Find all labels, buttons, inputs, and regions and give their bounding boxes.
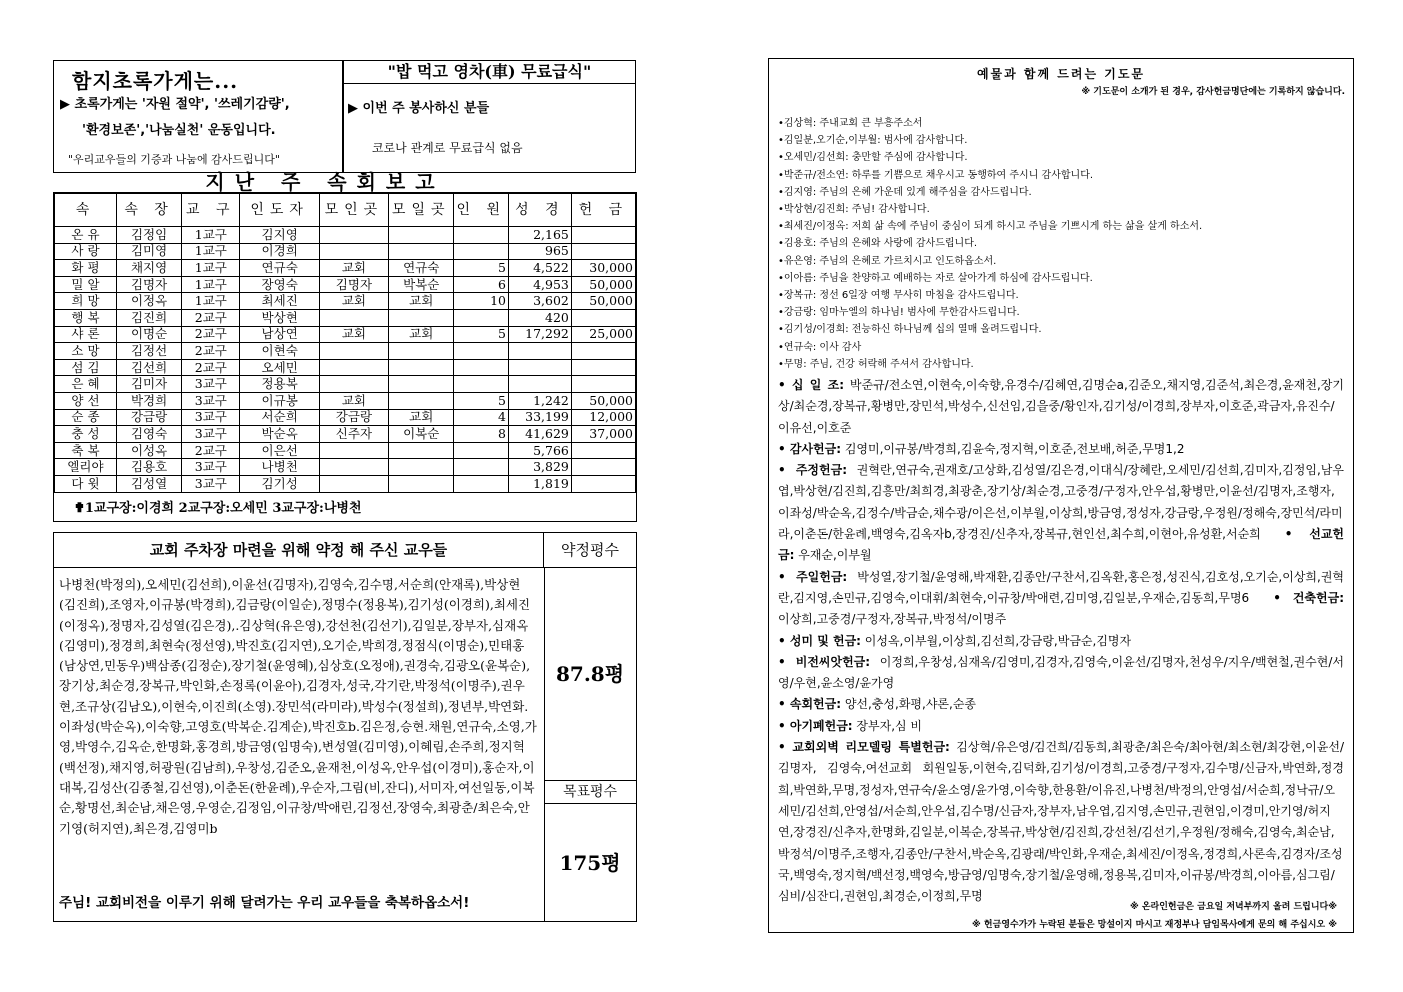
report-header-cell: 인도자 xyxy=(240,194,319,227)
prayer-item: •연규숙: 이사 감사 xyxy=(778,341,862,353)
table-cell: 1교구 xyxy=(182,260,240,277)
receipt-note: ※ 헌금영수가가 누락된 분들은 망설이지 마시고 재정부나 담임목사에게 문의 해 주십시오 ※ xyxy=(972,920,1337,930)
offering-section-label: • 선교헌금: xyxy=(778,527,1344,563)
offering-section-names: 김영미,이규봉/박경희,김윤숙,정지혁,이호준,전보배,허준,무명1,2 xyxy=(841,441,1185,456)
report-header-cell: 헌 금 xyxy=(571,194,635,227)
offering-note: ※ 기도문이 소개가 된 경우, 감사헌금명단에는 기록하지 않습니다. xyxy=(1081,87,1345,97)
table-cell: 정용복 xyxy=(240,376,319,393)
table-cell: 2교구 xyxy=(182,359,240,376)
table-cell xyxy=(388,243,454,260)
table-cell: 30,000 xyxy=(571,260,635,277)
offering-section-label: • 십 일 조: xyxy=(778,378,845,392)
table-cell xyxy=(571,459,635,476)
table-cell xyxy=(319,359,388,376)
offering-section-label: • 성미 및 헌금: xyxy=(778,633,861,648)
table-cell: 4,953 xyxy=(508,276,571,293)
table-row xyxy=(55,326,636,343)
table-cell xyxy=(508,376,571,393)
table-cell: 은 혜 xyxy=(55,376,117,393)
table-cell xyxy=(388,309,454,326)
report-header-cell: 속 장 xyxy=(116,194,181,227)
offering-section xyxy=(778,655,1344,690)
table-cell xyxy=(388,343,454,360)
prayer-item: •장복규: 정선 6일장 여행 무사히 마침을 감사드립니다. xyxy=(778,290,1019,302)
table-cell xyxy=(508,343,571,360)
table-cell: 김지영 xyxy=(240,227,319,244)
table-cell: 교회 xyxy=(319,260,388,277)
offering-section-names: 박성열,장기철/윤영해,박재환,김종안/구찬서,김옥환,홍은정,성진식,김호성,오기순,이상희,권혁란,김지영,손민규,김영숙,이대휘/최현숙,이규창/박애련,김미영,김일분,우재순,김동희,무명6 xyxy=(778,569,1344,605)
table-cell: 1,242 xyxy=(508,392,571,409)
table-cell: 이정옥 xyxy=(116,293,181,310)
offering-section-names: 권혁란,연규숙,권재호/고상화,김성열/김은경,이대식/장혜란,오세민/김선희,김미자,김정임,남우엽,박상현/김진희,김흥만/최희경,최광춘,장기상/최순경,고중경/구정자,안우섭,황병만,이윤선/김명자,조행자,이좌성/박순옥,김정수/박금순,채수광/이은선,이부월,이상희,방금영,정성자,강금랑,우정원/정해숙,장민석/라미라,이춘돈/한윤례,백영숙,김옥자b,장경진/신추자,장복규,현인선,최수희,이현아,유성환,서순희 xyxy=(778,463,1344,542)
report-header-cell: 속 xyxy=(55,194,117,227)
table-cell: 김미자 xyxy=(116,376,181,393)
offering-section-names: 이상희,고중경/구정자,장복규,박정석/이명주 xyxy=(778,612,1007,627)
table-cell: 장영숙 xyxy=(240,276,319,293)
table-cell: 서순희 xyxy=(240,409,319,426)
offering-section-names: 양선,충성,화평,샤론,순종 xyxy=(841,697,977,712)
table-row xyxy=(55,392,636,409)
table-cell: 1교구 xyxy=(182,293,240,310)
prayer-item: •김상혁: 주내교회 큰 부흥주소서 xyxy=(778,118,923,129)
table-cell: 엘리야 xyxy=(55,459,117,476)
offering-section-names: 장부자,심 비 xyxy=(852,718,923,733)
table-cell: 나병천 xyxy=(240,459,319,476)
table-cell xyxy=(454,309,509,326)
goal-area-label: 목표평수 xyxy=(544,780,636,804)
table-cell: 이복순 xyxy=(388,426,454,443)
table-cell: 박상현 xyxy=(240,309,319,326)
table-cell xyxy=(454,227,509,244)
table-cell xyxy=(571,343,635,360)
offering-title: 예물과 함께 드려는 기도문 xyxy=(976,67,1146,81)
table-cell: 교회 xyxy=(319,293,388,310)
table-cell: 3교구 xyxy=(182,459,240,476)
report-header-cell: 교 구 xyxy=(182,194,240,227)
offering-prayer-box xyxy=(768,58,1354,933)
table-cell xyxy=(319,309,388,326)
cell-report-table xyxy=(54,193,636,493)
pledge-area-value: 87.8평 xyxy=(555,662,625,686)
table-cell: 1교구 xyxy=(182,243,240,260)
table-cell: 밀 알 xyxy=(55,276,117,293)
table-cell: 양 선 xyxy=(55,392,117,409)
table-cell xyxy=(454,459,509,476)
offering-section xyxy=(778,740,1344,903)
table-cell: 이명순 xyxy=(116,326,181,343)
table-cell xyxy=(388,227,454,244)
table-cell: 12,000 xyxy=(571,409,635,426)
table-cell: 축 복 xyxy=(55,442,117,459)
prayer-item: •박상현/김진희: 주님! 감사합니다. xyxy=(778,204,930,216)
table-cell: 2교구 xyxy=(182,343,240,360)
table-cell: 41,629 xyxy=(508,426,571,443)
offering-section xyxy=(778,719,922,733)
parking-prayer: 주님! 교회비전을 이루기 위해 달려가는 우리 교우들을 축복하옵소서! xyxy=(59,895,470,911)
table-cell xyxy=(319,442,388,459)
offering-section-label: • 속회헌금: xyxy=(778,697,842,712)
prayer-item: •박준규/전소연: 하루를 기쁨으로 채우시고 동행하여 주시니 감사합니다. xyxy=(778,169,1094,181)
table-cell xyxy=(454,343,509,360)
table-cell: 박복순 xyxy=(388,276,454,293)
offering-section-label: • 건축헌금: xyxy=(1273,590,1344,605)
prayer-item: •무명: 주님, 건강 허락해 주셔서 감사합니다. xyxy=(778,358,974,370)
table-cell: 김용호 xyxy=(116,459,181,476)
table-cell xyxy=(454,243,509,260)
table-cell: 3교구 xyxy=(182,376,240,393)
table-cell: 10 xyxy=(454,293,509,310)
table-cell xyxy=(454,475,509,492)
table-cell: 교회 xyxy=(388,293,454,310)
prayer-item: •오세민/김선희: 충만할 주심에 감사합니다. xyxy=(778,152,968,164)
table-cell: 25,000 xyxy=(571,326,635,343)
table-cell: 2,165 xyxy=(508,227,571,244)
table-cell: 이은선 xyxy=(240,442,319,459)
offering-section-label: • 비전씨앗헌금: xyxy=(778,654,871,669)
table-cell: 연규숙 xyxy=(388,260,454,277)
table-cell xyxy=(571,359,635,376)
report-header-cell: 성 경 xyxy=(508,194,571,227)
table-cell: 김선희 xyxy=(116,359,181,376)
table-cell: 6 xyxy=(454,276,509,293)
table-cell xyxy=(571,376,635,393)
free-meal-title: "밥 먹고 영차(車) 무료급식" xyxy=(343,60,636,84)
offering-sections xyxy=(778,375,1344,907)
table-cell: 37,000 xyxy=(571,426,635,443)
table-cell xyxy=(388,459,454,476)
table-cell: 이경희 xyxy=(240,243,319,260)
table-cell: 충 성 xyxy=(55,426,117,443)
table-row xyxy=(55,260,636,277)
table-cell: 신주자 xyxy=(319,426,388,443)
table-cell: 김정선 xyxy=(116,343,181,360)
table-cell xyxy=(319,227,388,244)
table-row xyxy=(55,376,636,393)
prayer-item: •김기성/이경희: 전능하신 하나님께 십의 열매 올려드립니다. xyxy=(778,324,1042,336)
parking-header: 교회 주차장 마련을 위해 약정 해 주신 교우들 xyxy=(54,533,544,568)
table-cell: 5,766 xyxy=(508,442,571,459)
table-row xyxy=(55,276,636,293)
table-cell: 50,000 xyxy=(571,293,635,310)
table-cell: 3교구 xyxy=(182,409,240,426)
table-cell: 3,829 xyxy=(508,459,571,476)
offering-section-label: • 주일헌금: xyxy=(778,569,848,584)
offering-section xyxy=(778,442,1184,456)
table-cell xyxy=(319,243,388,260)
table-cell xyxy=(454,442,509,459)
table-cell: 다 윗 xyxy=(55,475,117,492)
table-cell xyxy=(388,392,454,409)
table-cell: 5 xyxy=(454,392,509,409)
table-cell: 남상연 xyxy=(240,326,319,343)
table-cell: 박순옥 xyxy=(240,426,319,443)
table-row xyxy=(55,426,636,443)
table-cell: 김기성 xyxy=(240,475,319,492)
prayer-list xyxy=(778,115,1348,373)
table-cell: 2교구 xyxy=(182,442,240,459)
table-cell: 50,000 xyxy=(571,392,635,409)
goal-area-value: 175평 xyxy=(559,851,621,875)
table-cell: 교회 xyxy=(388,409,454,426)
table-cell: 희 망 xyxy=(55,293,117,310)
green-store-line1: ▶ 초록가게는 '자원 절약', '쓰레기감량', xyxy=(60,97,290,112)
report-title: 지난 주 속회보고 xyxy=(205,170,445,194)
prayer-item: •유은영: 주님의 은혜로 가르치시고 인도하옵소서. xyxy=(778,255,997,267)
prayer-item: •김지영: 주님의 은혜 가운데 있게 해주심을 감사드립니다. xyxy=(778,186,1032,198)
table-cell: 사 랑 xyxy=(55,243,117,260)
table-cell xyxy=(319,376,388,393)
table-cell xyxy=(571,442,635,459)
table-cell: 김영숙 xyxy=(116,426,181,443)
offering-section-names: 김상혁/유은영/김건희/김동희,최광춘/최은숙/최아현/최소현/최강현,이윤선/김명자, 김영숙,여선교회 회원일동,이현숙,김덕화,김기성/이경희,고중경/구정자,김수명/신금자,박연화,정경희,박연화,무명,정성자,연규숙/윤소영/윤가영,이숙향,한용환/이유진,나병천/박정의,안영섭/서순희,정낙규/오세민/김선희,안영섭/서순희,안우섭,김수명/신금자,장부자,남우엽,김지영,손민규,권현임,이경미,안기영/허지연,장경진/신추자,한명화,김일분,이복순,장복규,박상현/김진희,강선천/김선기,우정원/정해숙,김영숙,최순남,박정석/이명주,조행자,김종안/구찬서,박순옥,김광래/박인화,우재순,최세진/이정옥,정경희,사론속,김경자/조성국,백영숙,정지혁/백선정,백영숙,방금영/임명숙,장기철/윤영해,정용복,김미자,이규봉/박경희,이아름,심그림/심비/심잔디,권현임,최경순,이정희,무명 xyxy=(778,740,1344,904)
table-row xyxy=(55,359,636,376)
offering-section-label: • 아기폐헌금: xyxy=(778,718,853,733)
prayer-item: •이아름: 주님을 찬양하고 예배하는 자로 살아가게 하심에 감사드립니다. xyxy=(778,272,1093,284)
table-cell: 3교구 xyxy=(182,475,240,492)
table-cell: 교회 xyxy=(388,326,454,343)
table-cell: 화 평 xyxy=(55,260,117,277)
table-cell: 1,819 xyxy=(508,475,571,492)
online-offering-note: ※ 온라인헌금은 금요일 저녁부까지 올려 드립니다※ xyxy=(1129,902,1337,912)
offering-section xyxy=(778,697,976,711)
pledge-area-label: 약정평수 xyxy=(544,533,636,568)
table-cell xyxy=(508,359,571,376)
table-row xyxy=(55,243,636,260)
table-cell: 김미영 xyxy=(116,243,181,260)
table-row xyxy=(55,343,636,360)
table-cell xyxy=(388,475,454,492)
table-cell: 김성열 xyxy=(116,475,181,492)
offering-section-names: 박준규/전소연,이현숙,이숙향,유경수/김혜연,김명순a,김준오,채지영,김준석,최은경,윤재천,장기상/최순경,장복규,황병만,장민석,박성수,신선임,김을중/황인자,김기성/이경희,장부자,이호준,곽금자,유진수/이유선,이호준 xyxy=(778,378,1344,435)
offering-section xyxy=(778,378,1344,435)
offering-section-label: • 교회외벽 리모델링 특별헌금: xyxy=(778,740,950,755)
offering-section-names: 우재순,이부월 xyxy=(794,548,872,563)
table-cell xyxy=(571,243,635,260)
prayer-item: •강금랑: 임마누엘의 하나님! 범사에 무한감사드립니다. xyxy=(778,307,1020,319)
table-cell: 연규숙 xyxy=(240,260,319,277)
table-cell: 김정임 xyxy=(116,227,181,244)
table-cell: 샤 론 xyxy=(55,326,117,343)
table-cell: 965 xyxy=(508,243,571,260)
table-cell: 순 종 xyxy=(55,409,117,426)
offering-section xyxy=(778,634,1131,648)
table-cell: 이현숙 xyxy=(240,343,319,360)
table-cell: 420 xyxy=(508,309,571,326)
table-cell: 50,000 xyxy=(571,276,635,293)
free-meal-line1: ▶ 이번 주 봉사하신 분들 xyxy=(348,101,490,116)
table-cell: 섬 김 xyxy=(55,359,117,376)
table-cell: 김명자 xyxy=(319,276,388,293)
free-meal-line2: 코로나 관계로 무료급식 없음 xyxy=(372,141,523,155)
table-cell xyxy=(454,376,509,393)
table-cell xyxy=(319,343,388,360)
table-cell: 채지영 xyxy=(116,260,181,277)
table-cell: 박경희 xyxy=(116,392,181,409)
table-cell: 5 xyxy=(454,326,509,343)
table-cell: 1교구 xyxy=(182,227,240,244)
table-cell: 강금랑 xyxy=(116,409,181,426)
table-cell xyxy=(319,475,388,492)
table-cell: 5 xyxy=(454,260,509,277)
table-cell xyxy=(571,309,635,326)
table-row xyxy=(55,309,636,326)
table-row xyxy=(55,227,636,244)
report-header-cell: 모일곳 xyxy=(388,194,454,227)
offering-section xyxy=(778,570,1344,605)
table-cell xyxy=(571,227,635,244)
cell-report-box xyxy=(53,192,637,522)
table-cell xyxy=(454,359,509,376)
table-cell: 17,292 xyxy=(508,326,571,343)
table-row xyxy=(55,293,636,310)
table-cell: 김명자 xyxy=(116,276,181,293)
table-cell: 4,522 xyxy=(508,260,571,277)
parking-pledge-names: 나병천(박정의),오세민(김선희),이윤선(김명자),김영숙,김수명,서순희(안재록),박상현(김진희),조영자,이규봉(박경희),김금랑(이일순),정명수(정용복),김기성(이경희),최세진(이정옥),정명자,김성열(김은경),.김상혁(유은영),강선천(김선기),김일분,장부자,심재옥(김영미),정경희,최현숙(정선영),박진호(김지연),오기순,박희경,정점식(이명순),민태홍(남상연,민동우)백삼종(김정순),장기철(윤영혜),심상호(오정애),권경숙,김광오(윤복순),장기상,최순경,장복규,박인화,손정록(이윤아),김경자,성국,각기란,박정석(이명주),권우현,조규상(김남오),이현숙,이진희(소영).장민석(라미라),박성수(정설희),정년부,박연화.이좌성(박순옥),이숙향,고영호(박복순.김계순),박진호b.김은정,승현.채원,연규숙,소영,가영,박영수,김옥순,한명화,홍경희,방금영(임명숙),변성열(김미영),이혜림,손주희,정지혁(백선정),채지영,허광원(김남희),우창성,김준오,윤재천,이성옥,안우섭(이경미),홍순자,이대복,김성산(김종철,김선영),이춘돈(한윤례),우순자,그림(비,잔디),서미자,여선일동,이복순,황명선,최순남,채은영,우영순,김정임,이규창/박애린,김정선,장영숙,최광춘/최은숙,안기영(허지연),최은경,김영미b xyxy=(59,577,537,836)
parking-pledge-box xyxy=(53,532,637,922)
table-row xyxy=(55,459,636,476)
table-cell: 33,199 xyxy=(508,409,571,426)
report-header-cell: 인 원 xyxy=(454,194,509,227)
table-row xyxy=(55,409,636,426)
table-row xyxy=(55,475,636,492)
table-cell xyxy=(571,475,635,492)
offering-section-names: 이정희,우창성,심재옥/김영미,김경자,김영숙,이윤선/김명자,천성우/지우/백현철,권수현/서영/우현,윤소영/윤가영 xyxy=(778,654,1344,691)
report-header-row xyxy=(55,194,636,227)
table-cell xyxy=(388,359,454,376)
free-meal-box xyxy=(343,60,636,173)
table-cell: 이규봉 xyxy=(240,392,319,409)
table-cell: 2교구 xyxy=(182,309,240,326)
table-cell xyxy=(319,459,388,476)
district-leaders: ✟1교구장:이경희 2교구장:오세민 3교구장:나병천 xyxy=(74,501,362,516)
table-cell: 강금랑 xyxy=(319,409,388,426)
table-cell: 김진희 xyxy=(116,309,181,326)
table-cell: 3,602 xyxy=(508,293,571,310)
table-cell: 교회 xyxy=(319,326,388,343)
table-cell xyxy=(388,442,454,459)
prayer-item: •최세진/이정옥: 저희 삶 속에 주님이 중심이 되게 하시고 주님을 기쁘시게 하는 삶을 살게 하소서. xyxy=(778,221,1203,233)
offering-section-label: • 주정헌금: xyxy=(778,463,847,478)
table-cell: 3교구 xyxy=(182,426,240,443)
table-cell xyxy=(388,376,454,393)
green-store-line2: '환경보존','나눔실천' 운동입니다. xyxy=(82,123,276,138)
table-cell: 3교구 xyxy=(182,392,240,409)
green-store-thanks: "우리교우들의 기증과 나눔에 감사드립니다" xyxy=(68,153,280,166)
prayer-item: •김용호: 주님의 은혜와 사랑에 감사드립니다. xyxy=(778,238,978,250)
table-cell: 8 xyxy=(454,426,509,443)
offering-section xyxy=(778,463,1344,541)
prayer-item: •김일분,오기순,이부월: 범사에 감사합니다. xyxy=(778,135,968,147)
green-store-title: 함지초록가게는... xyxy=(72,69,239,93)
table-cell: 오세민 xyxy=(240,359,319,376)
table-row xyxy=(55,442,636,459)
table-cell: 이성옥 xyxy=(116,442,181,459)
offering-section-names: 이성옥,이부월,이상희,김선희,강금랑,박금순,김명자 xyxy=(860,633,1132,648)
table-cell: 1교구 xyxy=(182,276,240,293)
table-cell: 2교구 xyxy=(182,326,240,343)
report-header-cell: 모인곳 xyxy=(319,194,388,227)
table-cell: 교회 xyxy=(319,392,388,409)
table-cell: 4 xyxy=(454,409,509,426)
table-cell: 최세진 xyxy=(240,293,319,310)
table-cell: 온 유 xyxy=(55,227,117,244)
table-cell: 소 망 xyxy=(55,343,117,360)
table-cell: 행 복 xyxy=(55,309,117,326)
offering-section-label: • 감사헌금: xyxy=(778,441,842,456)
green-store-box xyxy=(53,60,343,173)
